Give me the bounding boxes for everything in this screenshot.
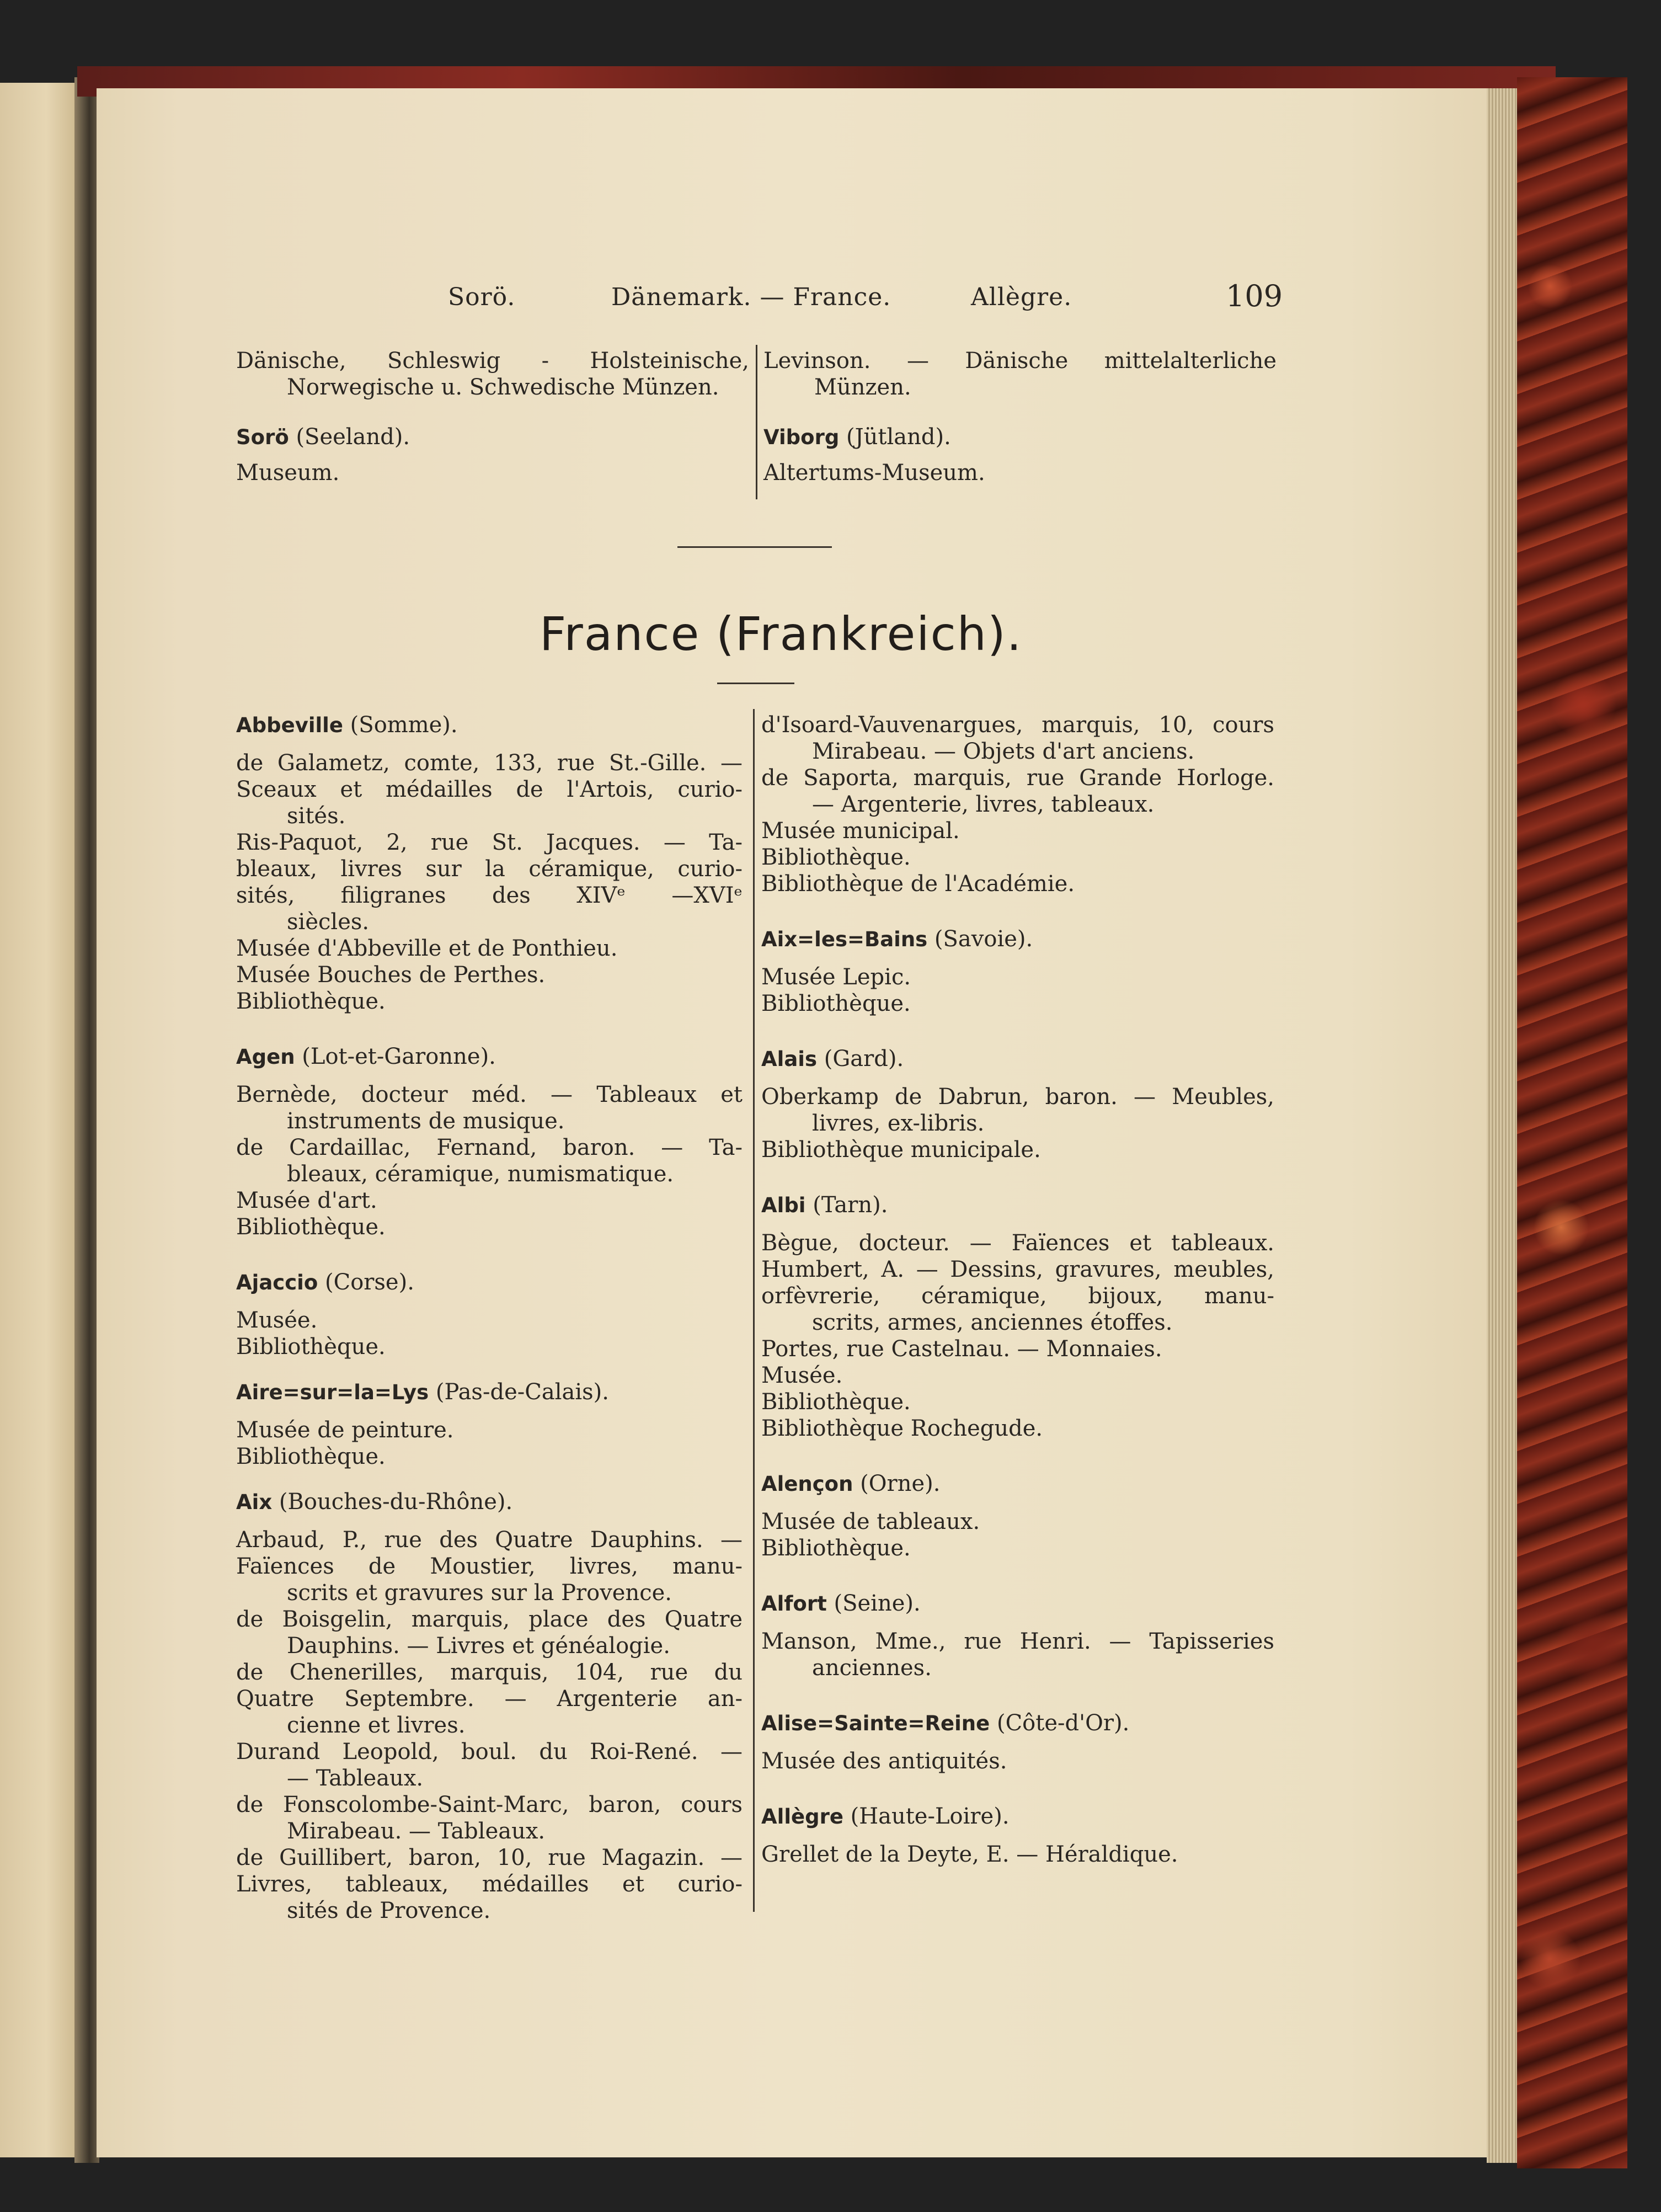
left-column — [236, 712, 743, 1924]
list-item: Arbaud, P., rue des Quatre Dauphins. — Faïences de Moustier, livres, manu- scrits et gravures sur la Provence. — [236, 1527, 743, 1606]
city-heading: Alençon (Orne). — [761, 1471, 941, 1496]
list-item: Bibliothèque. — [236, 989, 386, 1014]
city-heading: Alise=Sainte=Reine (Côte-d'Or). — [761, 1710, 1130, 1736]
list-item: Musée de tableaux. — [761, 1509, 980, 1534]
city-heading: Aix (Bouches-du-Rhône). — [236, 1489, 513, 1515]
header-right: Allègre. — [971, 283, 1072, 311]
list-item: Bibliothèque Rochegude. — [761, 1416, 1043, 1441]
section-title: France (Frankreich). — [540, 607, 1023, 661]
top-left-column — [236, 348, 749, 486]
title-rule — [717, 683, 794, 684]
list-item: Bibliothèque. — [236, 1214, 386, 1240]
column-rule-top — [756, 345, 757, 499]
list-item: d'Isoard-Vauvenargues, marquis, 10, cours Mirabeau. — Objets d'art anciens. — [761, 712, 1274, 764]
list-item: Musée. — [761, 1363, 843, 1388]
city-heading: Agen (Lot-et-Garonne). — [236, 1044, 496, 1069]
city-heading: Abbeville (Somme). — [236, 712, 458, 738]
page-edges — [1487, 88, 1517, 2163]
marbled-cover — [1517, 77, 1627, 2168]
list-item: Museum. — [236, 460, 340, 486]
list-item: Musée des antiquités. — [761, 1749, 1007, 1774]
header-center: Dänemark. — France. — [611, 283, 891, 311]
list-item: Musée municipal. — [761, 818, 960, 844]
city-heading: Ajaccio (Corse). — [236, 1270, 414, 1295]
list-item: Grellet de la Deyte, E. — Héraldique. — [761, 1842, 1178, 1867]
city-heading: Viborg (Jütland). — [763, 424, 951, 450]
list-item: Musée Lepic. — [761, 964, 911, 990]
section-rule — [677, 546, 832, 548]
book-gutter — [74, 77, 99, 2163]
list-item: Bibliothèque. — [761, 1389, 911, 1415]
city-heading: Alais (Gard). — [761, 1046, 904, 1072]
facing-page — [0, 83, 77, 2157]
list-item: Musée. — [236, 1308, 318, 1333]
right-column — [761, 712, 1274, 1868]
list-item: Levinson. — Dänische mittelalterliche Münzen. — [763, 348, 1277, 400]
list-item: Bibliothèque. — [236, 1444, 386, 1469]
list-item: Durand Leopold, boul. du Roi-René. — — Tableaux. — [236, 1739, 743, 1791]
list-item: Ris-Paquot, 2, rue St. Jacques. — Ta- bleaux, livres sur la céramique, curio- sités, filigranes des XIVᵉ —XVIᵉ siècles. — [236, 830, 743, 935]
city-heading: Aix=les=Bains (Savoie). — [761, 926, 1033, 952]
top-right-column — [763, 348, 1277, 486]
list-item: Dänische, Schleswig - Holsteinische, Norwegische u. Schwedische Münzen. — [236, 348, 749, 400]
list-item: de Fonscolombe-Saint-Marc, baron, cours Mirabeau. — Tableaux. — [236, 1792, 743, 1844]
city-heading: Aire=sur=la=Lys (Pas-de-Calais). — [236, 1379, 609, 1405]
city-heading: Alfort (Seine). — [761, 1591, 921, 1616]
list-item: Manson, Mme., rue Henri. — Tapisseries anciennes. — [761, 1629, 1274, 1681]
list-item: de Boisgelin, marquis, place des Quatre Dauphins. — Livres et généalogie. — [236, 1607, 743, 1659]
list-item: de Chenerilles, marquis, 104, rue du Quatre Septembre. — Argenterie an- cienne et livres. — [236, 1660, 743, 1738]
list-item: Bibliothèque municipale. — [761, 1137, 1041, 1163]
list-item: Musée d'Abbeville et de Ponthieu. — [236, 936, 618, 961]
list-item: Bibliothèque de l'Académie. — [761, 871, 1075, 897]
list-item: Portes, rue Castelnau. — Monnaies. — [761, 1336, 1162, 1362]
list-item: Bègue, docteur. — Faïences et tableaux. — [761, 1230, 1274, 1256]
city-heading: Albi (Tarn). — [761, 1192, 888, 1218]
column-rule-main — [753, 709, 755, 1912]
list-item: de Saporta, marquis, rue Grande Horloge. — Argenterie, livres, tableaux. — [761, 765, 1274, 817]
header-left: Sorö. — [448, 283, 516, 311]
list-item: de Cardaillac, Fernand, baron. — Ta- bleaux, céramique, numismatique. — [236, 1135, 743, 1187]
list-item: Bibliothèque. — [236, 1334, 386, 1360]
list-item: Bernède, docteur méd. — Tableaux et instruments de musique. — [236, 1082, 743, 1134]
list-item: Humbert, A. — Dessins, gravures, meubles, orfèvrerie, céramique, bijoux, manu- scrits, armes, anciennes étoffes. — [761, 1257, 1274, 1335]
list-item: Musée Bouches de Perthes. — [236, 962, 546, 988]
list-item: Altertums-Museum. — [763, 460, 985, 486]
city-heading: Sorö (Seeland). — [236, 424, 410, 450]
list-item: Bibliothèque. — [761, 991, 911, 1016]
list-item: Musée de peinture. — [236, 1417, 454, 1443]
list-item: Oberkamp de Dabrun, baron. — Meubles, livres, ex-libris. — [761, 1084, 1274, 1136]
city-heading: Allègre (Haute-Loire). — [761, 1804, 1010, 1829]
list-item: Bibliothèque. — [761, 1536, 911, 1561]
list-item: de Guillibert, baron, 10, rue Magazin. — Livres, tableaux, médailles et curio- sités de Provence. — [236, 1845, 743, 1923]
list-item: Bibliothèque. — [761, 845, 911, 870]
page-number: 109 — [1226, 279, 1283, 313]
list-item: de Galametz, comte, 133, rue St.-Gille. — Sceaux et médailles de l'Artois, curio- sités. — [236, 750, 743, 829]
list-item: Musée d'art. — [236, 1188, 377, 1213]
